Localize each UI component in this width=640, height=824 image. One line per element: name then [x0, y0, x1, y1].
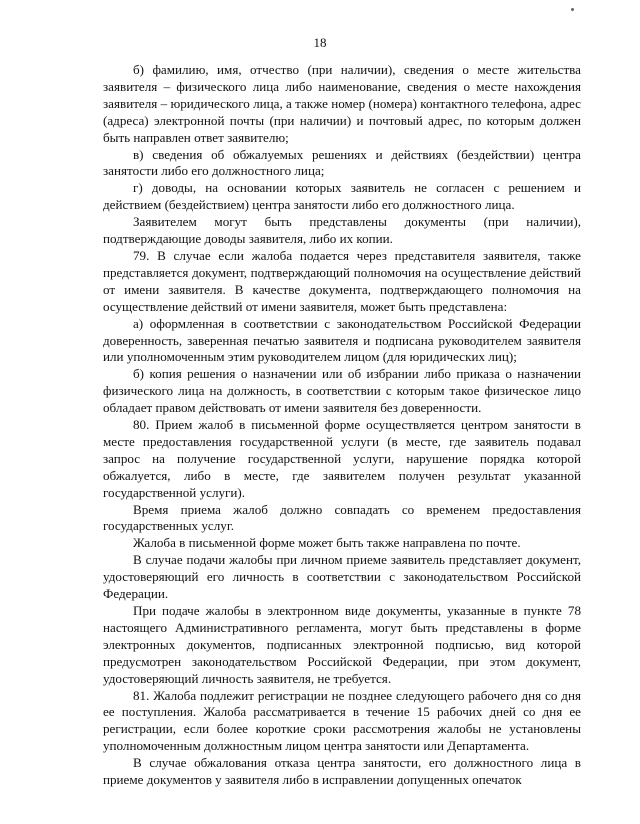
paragraph-by-mail: Жалоба в письменной форме может быть также направлена по почте. [133, 535, 521, 551]
scan-speck [571, 8, 574, 11]
paragraph-g-arguments: г) доводы, на основании которых заявитель не согласен с решением и действием (бездействием) центра занятости либо его должностного лица. [103, 180, 581, 213]
paragraph-81-registration: 81. Жалоба подлежит регистрации не позднее следующего рабочего дня со дня ее поступления. Жалоба рассматривается в течение 15 рабочих дней со дня ее регистрации, если более короткие сроки рассмотрения жалобы не установлены уполномоченным должностным лицом центра занятости или Департамента. [103, 687, 581, 754]
paragraph-electronic-submission: При подаче жалобы в электронном виде документы, указанные в пункте 78 настоящего Административного регламента, могут быть представлены в форме электронных документов, подписанных электронной подписью, вид которой предусмотрен законодательством Российской Федерации, при этом документ, удостоверяющий личность заявителя, не требуется. [103, 603, 581, 686]
paragraph-supporting-documents: Заявителем могут быть представлены документы (при наличии), подтверждающие доводы заявителя, либо их копии. [103, 214, 581, 247]
document-body [103, 62, 581, 789]
paragraph-reception-time: Время приема жалоб должно совпадать со временем предоставления государственных услуг. [103, 501, 581, 534]
paragraph-v-appealed-decisions: в) сведения об обжалуемых решениях и действиях (бездействии) центра занятости либо его должностного лица; [103, 146, 581, 179]
paragraph-b-appointment-copy: б) копия решения о назначении или об избрании либо приказа о назначении физического лица на должность, в соответствии с которым такое физическое лицо обладает правом действовать от имени заявителя без доверенности. [103, 366, 581, 416]
paragraph-80-written-complaints: 80. Прием жалоб в письменной форме осуществляется центром занятости в месте предоставления государственной услуги (в месте, где заявитель подавал запрос на получение государственной услуги, нарушение порядка которой обжалуется, либо в месте, где заявителем получен результат указанной государственной услуги). [103, 417, 581, 500]
paragraph-a-power-of-attorney: а) оформленная в соответствии с законодательством Российской Федерации доверенность, заверенная печатью заявителя и подписана руководителем заявителя или уполномоченным этим руководителем лицом (для юридических лиц); [103, 315, 581, 365]
paragraph-79-representative: 79. В случае если жалоба подается через представителя заявителя, также представляется документ, подтверждающий полномочия на осуществление действий от имени заявителя. В качестве документа, подтверждающего полномочия на осуществление действий от имени заявителя, может быть представлена: [103, 247, 581, 314]
paragraph-appeal-refusal: В случае обжалования отказа центра занятости, его должностного лица в приеме документов у заявителя либо в исправлении допущенных опечаток [103, 755, 581, 788]
paragraph-b-applicant-details: б) фамилию, имя, отчество (при наличии), сведения о месте жительства заявителя – физического лица либо наименование, сведения о месте нахождения заявителя – юридического лица, а также номер (номера) контактного телефона, адрес (адреса) электронной почты (при наличии) и почтовый адрес, по которым должен быть направлен ответ заявителю; [103, 62, 581, 145]
paragraph-personal-reception: В случае подачи жалобы при личном приеме заявитель представляет документ, удостоверяющий его личность в соответствии с законодательством Российской Федерации. [103, 552, 581, 602]
page-number: 18 [313, 35, 327, 50]
